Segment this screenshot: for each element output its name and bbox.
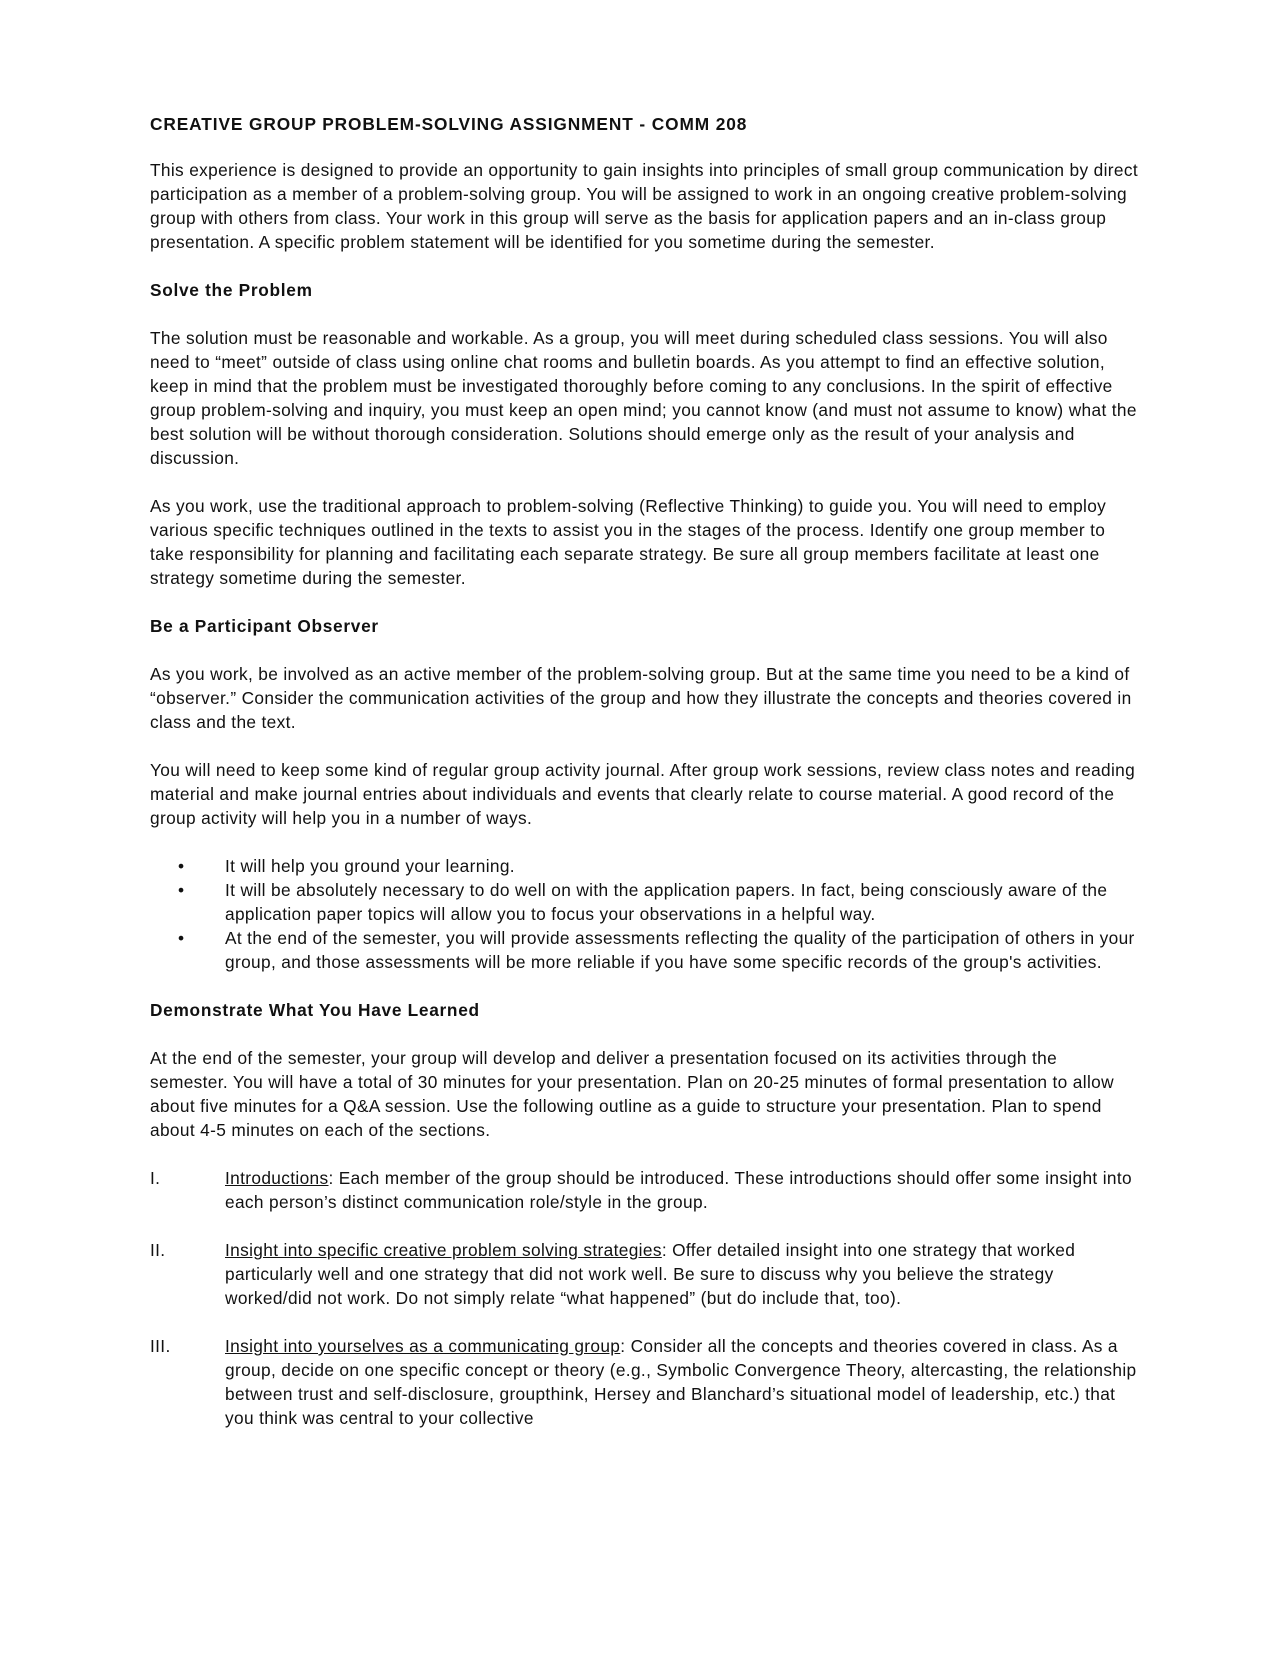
list-item-text: It will help you ground your learning.: [225, 856, 515, 876]
outline-item-label: Insight into specific creative problem solving strategies: [225, 1240, 662, 1260]
solve-paragraph-1: The solution must be reasonable and workable. As a group, you will meet during scheduled class sessions. You will also need to “meet” outside of class using online chat rooms and bulletin boards. As you attempt to find an effective solution, keep in mind that the problem must be investigated thoroughly before coming to any conclusions. In the spirit of effective group problem-solving and inquiry, you must keep an open mind; you cannot know (and must not assume to know) what the best solution will be without thorough consideration. Solutions should emerge only as the result of your analysis and discussion.: [150, 328, 1137, 468]
benefits-bullet-list: [150, 854, 1140, 974]
outline-item-label: Introductions: [225, 1168, 329, 1188]
list-item: [150, 854, 1140, 878]
list-item-text: It will be absolutely necessary to do well on with the application papers. In fact, being consciously aware of the application paper topics will allow you to focus your observations in a helpful way.: [225, 880, 1108, 924]
presentation-outline: [150, 1166, 1140, 1430]
outline-item-label: Insight into yourselves as a communicating group: [225, 1336, 621, 1356]
intro-paragraph: This experience is designed to provide an opportunity to gain insights into principles of small group communication by direct participation as a member of a problem-solving group. You will be assigned to work in an ongoing creative problem-solving group with others from class. Your work in this group will serve as the basis for application papers and an in-class group presentation. A specific problem statement will be identified for you sometime during the semester.: [150, 160, 1139, 252]
outline-item-introductions: [150, 1166, 1140, 1214]
document-page: [150, 112, 1140, 1454]
outline-numeral: I.: [150, 1168, 161, 1188]
list-item: [150, 926, 1140, 974]
outline-item-strategies: [150, 1238, 1140, 1310]
outline-item-text: : Each member of the group should be introduced. These introductions should offer some insight into each person’s distinct communication role/style in the group.: [225, 1168, 1132, 1212]
outline-item-text: : Consider all the concepts and theories covered in class. As a group, decide on one specific concept or theory (e.g., Symbolic Convergence Theory, altercasting, the relationship between trust and self-disclosure, groupthink, Hersey and Blanchard’s situational model of leadership, etc.) that you think was central to your collective: [225, 1336, 1137, 1428]
bullet-icon: •: [178, 856, 185, 876]
outline-item-communicating-group: [150, 1334, 1140, 1430]
observer-paragraph-1: As you work, be involved as an active member of the problem-solving group. But at the same time you need to be a kind of “observer.” Consider the communication activities of the group and how they illustrate the concepts and theories covered in class and the text.: [150, 664, 1132, 732]
section-heading-solve: Solve the Problem: [150, 280, 313, 300]
section-heading-demonstrate: Demonstrate What You Have Learned: [150, 1000, 480, 1020]
observer-paragraph-2: You will need to keep some kind of regular group activity journal. After group work sessions, review class notes and reading material and make journal entries about individuals and events that clearly relate to course material. A good record of the group activity will help you in a number of ways.: [150, 760, 1136, 828]
outline-item-text: : Offer detailed insight into one strategy that worked particularly well and one strategy that did not work well. Be sure to discuss why you believe the strategy worked/did not work. Do not simply relate “what happened” (but do include that, too).: [225, 1240, 1076, 1308]
list-item: [150, 878, 1140, 926]
outline-numeral: III.: [150, 1336, 171, 1356]
outline-numeral: II.: [150, 1240, 166, 1260]
section-heading-observer: Be a Participant Observer: [150, 616, 379, 636]
solve-paragraph-2: As you work, use the traditional approach to problem-solving (Reflective Thinking) to guide you. You will need to employ various specific techniques outlined in the texts to assist you in the stages of the process. Identify one group member to take responsibility for planning and facilitating each separate strategy. Be sure all group members facilitate at least one strategy sometime during the semester.: [150, 496, 1107, 588]
bullet-icon: •: [178, 928, 185, 948]
bullet-icon: •: [178, 880, 185, 900]
demonstrate-paragraph-1: At the end of the semester, your group will develop and deliver a presentation focused on its activities through the semester. You will have a total of 30 minutes for your presentation. Plan on 20-25 minutes of formal presentation to allow about five minutes for a Q&A session. Use the following outline as a guide to structure your presentation. Plan to spend about 4-5 minutes on each of the sections.: [150, 1048, 1114, 1140]
document-title: CREATIVE GROUP PROBLEM-SOLVING ASSIGNMENT - COMM 208: [150, 114, 748, 134]
list-item-text: At the end of the semester, you will provide assessments reflecting the quality of the participation of others in your group, and those assessments will be more reliable if you have some specific records of the group's activities.: [225, 928, 1135, 972]
